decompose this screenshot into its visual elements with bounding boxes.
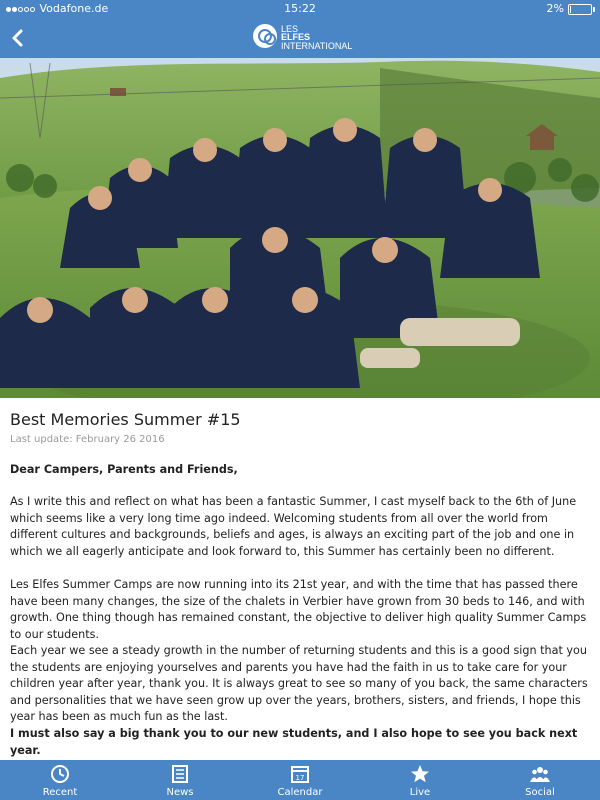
article-greeting: Dear Campers, Parents and Friends,: [10, 463, 238, 476]
newspaper-icon: [170, 764, 190, 784]
calendar-day-number: 17: [295, 774, 305, 782]
people-icon: [530, 764, 550, 784]
tab-recent-label: Recent: [42, 787, 78, 798]
tab-recent[interactable]: [0, 760, 120, 800]
status-bar: [0, 0, 600, 18]
article-paragraph-2: Les Elfes Summer Camps are now running into its 21st year, and with the time that has passed there have been many changes, the size of the chalets in Verbier have grown from 30 beds to 146, and with growth. One thing though has remained constant, the objective to deliver high quality Summer Camps to our students.: [10, 578, 587, 641]
battery-icon: [568, 4, 592, 15]
group-photo-image: [0, 58, 600, 398]
tab-calendar-label: Calendar: [277, 787, 323, 798]
logo-mark-icon: [253, 24, 277, 48]
battery-percent: 2%: [546, 2, 564, 15]
back-button[interactable]: [6, 26, 30, 50]
tab-bar: [0, 760, 600, 800]
logo-line-2: ELFES: [281, 32, 311, 42]
article-title: Best Memories Summer #15: [10, 410, 241, 429]
last-update-date: Last update: February 26 2016: [10, 434, 165, 445]
nav-bar: [0, 18, 600, 58]
logo-line-1: LES: [281, 24, 299, 34]
star-icon: [410, 764, 430, 784]
carrier-name: Vodafone.de: [39, 2, 109, 15]
tab-social[interactable]: [480, 760, 600, 800]
article-hero-photo: [0, 58, 600, 398]
tab-news[interactable]: [120, 760, 240, 800]
article-paragraph-4: I must also say a big thank you to our new students, and I also hope to see you back next year.: [10, 727, 578, 757]
chevron-left-icon: [6, 26, 30, 50]
tab-live-label: Live: [409, 787, 431, 798]
article-paragraph-1: As I write this and reflect on what has been a fantastic Summer, I cast myself back to the 6th of June which seems like a very long time ago indeed. Welcoming students from all over the world from different cultures and backgrounds, beliefs and ages, is always an exciting part of the job and one in which we all eagerly anticipate and look forward to, this Summer has certainly been no different.: [10, 495, 577, 558]
tab-news-label: News: [166, 787, 194, 798]
clock-icon: [50, 764, 70, 784]
status-time: 15:22: [284, 2, 316, 15]
tab-calendar[interactable]: [240, 760, 360, 800]
tab-social-label: Social: [525, 787, 555, 798]
article-paragraph-3: Each year we see a steady growth in the number of returning students and this is a good sign that you the students are enjoying yourselves and parents you have had the faith in us to take care for your children year after year, thank you. It is always great to see so many of you back, the same characters and personalities that we have seen grow up over the years, brothers, sisters, and friends, I hope this year has been as much fun as the last.: [10, 644, 588, 724]
tab-live[interactable]: [360, 760, 480, 800]
logo-line-3: INTERNATIONAL: [281, 41, 353, 51]
calendar-icon: [290, 764, 310, 784]
